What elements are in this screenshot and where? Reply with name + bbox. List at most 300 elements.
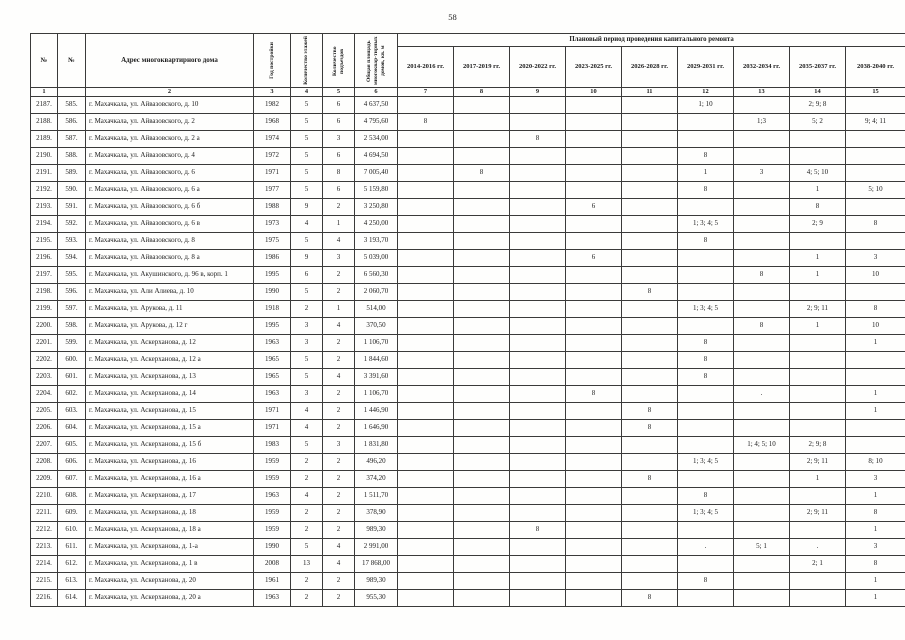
period-cell-2014-2016 [398,250,454,267]
period-cell-2023-2025 [566,182,622,199]
period-cell-2038-2040 [846,352,905,369]
period-cell-2035-2037: 2; 9; 11 [790,505,846,522]
period-cell-2026-2028 [622,539,678,556]
period-cell-2026-2028 [622,97,678,114]
year-built-cell: 1918 [254,301,291,318]
total-area-cell: 4 250,00 [355,216,398,233]
column-header-period-2032-2034: 2032-2034 гг. [734,47,790,88]
column-header-entrances: Количество подъездов [323,34,355,88]
period-cell-2014-2016 [398,233,454,250]
table-row [31,318,905,335]
row-number-cell: 2206. [31,420,58,437]
period-cell-2020-2022 [510,199,566,216]
period-cell-2020-2022 [510,556,566,573]
period-cell-2023-2025 [566,301,622,318]
entry-number-cell: 598. [58,318,86,335]
period-cell-2014-2016 [398,505,454,522]
total-area-cell: 1 106,70 [355,386,398,403]
table-row [31,335,905,352]
entrances-count-cell: 6 [323,182,355,199]
entrances-count-cell: 6 [323,97,355,114]
period-cell-2035-2037 [790,148,846,165]
period-cell-2035-2037: 1 [790,318,846,335]
period-cell-2026-2028 [622,199,678,216]
row-number-cell: 2207. [31,437,58,454]
column-header-period-2017-2019: 2017-2019 гг. [454,47,510,88]
period-cell-2029-2031 [678,556,734,573]
period-cell-2020-2022 [510,182,566,199]
address-cell: г. Махачкала, ул. Айвазовского, д. 6 б [86,199,254,216]
entry-number-cell: 607. [58,471,86,488]
period-cell-2014-2016 [398,97,454,114]
table-row [31,199,905,216]
floors-count-cell: 5 [291,352,323,369]
total-area-cell: 4 637,50 [355,97,398,114]
entry-number-cell: 594. [58,250,86,267]
period-cell-2035-2037: 8 [790,199,846,216]
period-cell-2032-2034 [734,369,790,386]
total-area-cell: 5 039,00 [355,250,398,267]
entrances-count-cell: 2 [323,590,355,607]
address-cell: г. Махачкала, ул. Айвазовского, д. 8 а [86,250,254,267]
period-cell-2023-2025 [566,505,622,522]
period-cell-2017-2019 [454,471,510,488]
column-index: 10 [566,88,622,97]
entrances-count-cell: 3 [323,131,355,148]
column-index: 2 [86,88,254,97]
total-area-cell: 370,50 [355,318,398,335]
period-cell-2023-2025 [566,437,622,454]
entry-number-cell: 609. [58,505,86,522]
period-cell-2035-2037: . [790,539,846,556]
entrances-count-cell: 2 [323,505,355,522]
period-cell-2029-2031 [678,318,734,335]
period-cell-2014-2016 [398,573,454,590]
period-cell-2026-2028 [622,352,678,369]
floors-count-cell: 5 [291,148,323,165]
period-cell-2035-2037 [790,403,846,420]
address-cell: г. Махачкала, ул. Айвазовского, д. 2 а [86,131,254,148]
total-area-cell: 496,20 [355,454,398,471]
entrances-count-cell: 8 [323,165,355,182]
period-cell-2032-2034 [734,97,790,114]
entry-number-cell: 605. [58,437,86,454]
floors-count-cell: 5 [291,369,323,386]
floors-count-cell: 5 [291,165,323,182]
column-header-row-no: № [31,34,58,88]
entrances-count-cell: 2 [323,284,355,301]
table-row [31,420,905,437]
column-header-period-2029-2031: 2029-2031 гг. [678,47,734,88]
period-cell-2038-2040 [846,233,905,250]
row-number-cell: 2205. [31,403,58,420]
floors-count-cell: 13 [291,556,323,573]
period-cell-2038-2040 [846,131,905,148]
floors-count-cell: 4 [291,403,323,420]
period-cell-2017-2019: 8 [454,165,510,182]
total-area-cell: 3 391,60 [355,369,398,386]
total-area-cell: 4 694,50 [355,148,398,165]
entrances-count-cell: 2 [323,488,355,505]
entrances-count-cell: 2 [323,471,355,488]
period-cell-2026-2028 [622,573,678,590]
column-index: 3 [254,88,291,97]
period-cell-2032-2034 [734,233,790,250]
period-cell-2032-2034 [734,573,790,590]
period-cell-2035-2037: 2; 9 [790,216,846,233]
entry-number-cell: 592. [58,216,86,233]
period-cell-2035-2037 [790,233,846,250]
period-cell-2029-2031: 1; 10 [678,97,734,114]
entry-number-cell: 585. [58,97,86,114]
table-row [31,284,905,301]
address-cell: г. Махачкала, ул. Аскерханова, д. 1 в [86,556,254,573]
period-cell-2023-2025 [566,454,622,471]
period-cell-2017-2019 [454,97,510,114]
period-cell-2026-2028 [622,301,678,318]
period-cell-2029-2031 [678,250,734,267]
table-row [31,114,905,131]
entrances-count-cell: 2 [323,199,355,216]
period-cell-2017-2019 [454,216,510,233]
address-cell: г. Махачкала, ул. Аскерханова, д. 15 [86,403,254,420]
entry-number-cell: 600. [58,352,86,369]
period-cell-2029-2031 [678,284,734,301]
period-cell-2026-2028 [622,148,678,165]
period-cell-2029-2031 [678,403,734,420]
period-cell-2032-2034 [734,590,790,607]
entry-number-cell: 587. [58,131,86,148]
period-cell-2032-2034 [734,335,790,352]
period-cell-2032-2034 [734,216,790,233]
period-cell-2014-2016 [398,369,454,386]
address-cell: г. Махачкала, ул. Аскерханова, д. 13 [86,369,254,386]
column-header-year-built: Год постройки [254,34,291,88]
floors-count-cell: 4 [291,488,323,505]
period-cell-2023-2025 [566,97,622,114]
period-cell-2038-2040: 9; 4; 11 [846,114,905,131]
period-cell-2014-2016 [398,182,454,199]
period-cell-2032-2034 [734,148,790,165]
period-cell-2029-2031 [678,522,734,539]
row-number-cell: 2189. [31,131,58,148]
address-cell: г. Махачкала, ул. Айвазовского, д. 6 а [86,182,254,199]
period-cell-2023-2025 [566,335,622,352]
period-cell-2020-2022 [510,301,566,318]
period-cell-2029-2031 [678,471,734,488]
period-cell-2017-2019 [454,284,510,301]
address-cell: г. Махачкала, ул. Али Алиева, д. 10 [86,284,254,301]
period-cell-2035-2037 [790,522,846,539]
period-cell-2020-2022 [510,114,566,131]
period-cell-2038-2040: 8 [846,301,905,318]
floors-count-cell: 2 [291,573,323,590]
entry-number-cell: 595. [58,267,86,284]
row-number-cell: 2209. [31,471,58,488]
column-header-period-2023-2025: 2023-2025 гг. [566,47,622,88]
table-row [31,182,905,199]
period-cell-2038-2040: 3 [846,250,905,267]
column-index [58,88,86,97]
table-row [31,488,905,505]
page-number: 58 [448,12,457,22]
total-area-cell: 4 795,60 [355,114,398,131]
period-cell-2035-2037 [790,488,846,505]
period-cell-2026-2028 [622,233,678,250]
entry-number-cell: 602. [58,386,86,403]
period-cell-2026-2028 [622,182,678,199]
table-row [31,131,905,148]
period-cell-2035-2037 [790,420,846,437]
entry-number-cell: 606. [58,454,86,471]
table-row [31,148,905,165]
year-built-cell: 1959 [254,454,291,471]
entrances-count-cell: 4 [323,556,355,573]
period-cell-2020-2022 [510,165,566,182]
column-index: 11 [622,88,678,97]
address-cell: г. Махачкала, ул. Аскерханова, д. 15 а [86,420,254,437]
row-number-cell: 2188. [31,114,58,131]
period-cell-2032-2034 [734,301,790,318]
period-cell-2023-2025 [566,471,622,488]
capital-repair-schedule-table [30,33,905,607]
period-cell-2014-2016: 8 [398,114,454,131]
period-cell-2020-2022: 8 [510,522,566,539]
period-cell-2029-2031: 1 [678,165,734,182]
row-number-cell: 2191. [31,165,58,182]
floors-count-cell: 5 [291,97,323,114]
address-cell: г. Махачкала, ул. Айвазовского, д. 6 в [86,216,254,233]
table-row [31,97,905,114]
period-cell-2026-2028 [622,556,678,573]
period-cell-2020-2022 [510,148,566,165]
period-cell-2026-2028: 8 [622,403,678,420]
row-number-cell: 2204. [31,386,58,403]
entry-number-cell: 614. [58,590,86,607]
period-cell-2023-2025 [566,318,622,335]
period-cell-2029-2031 [678,590,734,607]
row-number-cell: 2193. [31,199,58,216]
total-area-cell: 1 831,80 [355,437,398,454]
entry-number-cell: 608. [58,488,86,505]
period-cell-2023-2025: 6 [566,199,622,216]
period-cell-2014-2016 [398,318,454,335]
total-area-cell: 2 060,70 [355,284,398,301]
period-cell-2023-2025 [566,165,622,182]
row-number-cell: 2199. [31,301,58,318]
period-cell-2020-2022 [510,97,566,114]
period-cell-2014-2016 [398,131,454,148]
table-row [31,165,905,182]
entrances-count-cell: 2 [323,403,355,420]
period-cell-2017-2019 [454,573,510,590]
year-built-cell: 1968 [254,114,291,131]
period-cell-2035-2037: 2; 9; 11 [790,301,846,318]
column-header-period-2038-2040: 2038-2040 гг. [846,47,905,88]
period-cell-2032-2034 [734,182,790,199]
period-cell-2038-2040 [846,165,905,182]
period-cell-2029-2031: 8 [678,335,734,352]
row-number-cell: 2210. [31,488,58,505]
table-row [31,505,905,522]
period-cell-2023-2025 [566,556,622,573]
period-cell-2038-2040: 1 [846,386,905,403]
period-cell-2020-2022 [510,505,566,522]
year-built-cell: 1963 [254,386,291,403]
row-number-cell: 2190. [31,148,58,165]
table-row [31,590,905,607]
table-row [31,471,905,488]
floors-count-cell: 4 [291,420,323,437]
period-cell-2032-2034: 1;3 [734,114,790,131]
period-cell-2026-2028 [622,267,678,284]
column-index: 1 [31,88,58,97]
period-cell-2038-2040: 8 [846,556,905,573]
period-cell-2029-2031 [678,131,734,148]
period-cell-2017-2019 [454,590,510,607]
floors-count-cell: 5 [291,539,323,556]
period-cell-2026-2028: 8 [622,284,678,301]
period-cell-2014-2016 [398,471,454,488]
year-built-cell: 2008 [254,556,291,573]
address-cell: г. Махачкала, ул. Аскерханова, д. 17 [86,488,254,505]
entrances-count-cell: 6 [323,114,355,131]
period-cell-2032-2034: . [734,386,790,403]
period-cell-2026-2028: 8 [622,590,678,607]
period-cell-2017-2019 [454,437,510,454]
period-cell-2017-2019 [454,182,510,199]
period-cell-2026-2028 [622,165,678,182]
period-cell-2023-2025: 6 [566,250,622,267]
period-cell-2023-2025 [566,131,622,148]
period-cell-2026-2028 [622,488,678,505]
period-cell-2029-2031: 1; 3; 4; 5 [678,505,734,522]
entry-number-cell: 599. [58,335,86,352]
period-cell-2029-2031: 1; 3; 4; 5 [678,216,734,233]
period-cell-2023-2025 [566,488,622,505]
total-area-cell: 3 193,70 [355,233,398,250]
column-index: 12 [678,88,734,97]
period-cell-2035-2037: 2; 9; 11 [790,454,846,471]
year-built-cell: 1990 [254,539,291,556]
total-area-cell: 2 534,00 [355,131,398,148]
period-cell-2032-2034: 3 [734,165,790,182]
period-cell-2023-2025 [566,522,622,539]
total-area-cell: 7 005,40 [355,165,398,182]
entrances-count-cell: 3 [323,437,355,454]
period-cell-2038-2040: 8 [846,505,905,522]
period-cell-2038-2040: 1 [846,335,905,352]
entry-number-cell: 601. [58,369,86,386]
entry-number-cell: 588. [58,148,86,165]
period-cell-2023-2025 [566,573,622,590]
floors-count-cell: 3 [291,318,323,335]
column-header-period-2014-2016: 2014-2016 гг. [398,47,454,88]
floors-count-cell: 2 [291,505,323,522]
period-cell-2017-2019 [454,488,510,505]
period-cell-2029-2031: . [678,539,734,556]
year-built-cell: 1995 [254,318,291,335]
column-index: 7 [398,88,454,97]
period-cell-2017-2019 [454,403,510,420]
period-cell-2026-2028 [622,114,678,131]
period-cell-2035-2037 [790,131,846,148]
period-cell-2023-2025 [566,403,622,420]
row-number-cell: 2202. [31,352,58,369]
entrances-count-cell: 2 [323,335,355,352]
period-cell-2038-2040 [846,369,905,386]
period-cell-2026-2028: 8 [622,471,678,488]
table-row [31,386,905,403]
row-number-cell: 2213. [31,539,58,556]
year-built-cell: 1963 [254,590,291,607]
row-number-cell: 2212. [31,522,58,539]
period-cell-2014-2016 [398,165,454,182]
period-cell-2035-2037 [790,335,846,352]
row-number-cell: 2192. [31,182,58,199]
total-area-cell: 989,30 [355,522,398,539]
year-built-cell: 1988 [254,199,291,216]
total-area-cell: 2 991,00 [355,539,398,556]
period-cell-2032-2034: 8 [734,318,790,335]
period-cell-2035-2037: 2; 9; 8 [790,97,846,114]
table-row [31,352,905,369]
floors-count-cell: 6 [291,267,323,284]
period-cell-2029-2031: 8 [678,369,734,386]
floors-count-cell: 3 [291,335,323,352]
floors-count-cell: 5 [291,284,323,301]
period-cell-2026-2028 [622,369,678,386]
table-row [31,539,905,556]
period-cell-2032-2034 [734,556,790,573]
column-index: 15 [846,88,905,97]
address-cell: г. Махачкала, ул. Аскерханова, д. 18 а [86,522,254,539]
entrances-count-cell: 2 [323,573,355,590]
total-area-cell: 1 106,70 [355,335,398,352]
floors-count-cell: 3 [291,386,323,403]
period-cell-2017-2019 [454,199,510,216]
period-cell-2032-2034: 5; 1 [734,539,790,556]
period-cell-2017-2019 [454,386,510,403]
period-cell-2038-2040 [846,148,905,165]
floors-count-cell: 5 [291,131,323,148]
period-cell-2017-2019 [454,131,510,148]
period-cell-2023-2025 [566,352,622,369]
period-cell-2035-2037: 2; 9; 8 [790,437,846,454]
row-number-cell: 2216. [31,590,58,607]
period-cell-2020-2022 [510,573,566,590]
total-area-cell: 1 646,90 [355,420,398,437]
period-cell-2029-2031 [678,386,734,403]
period-cell-2032-2034 [734,403,790,420]
address-cell: г. Махачкала, ул. Акушинского, д. 96 в, корп. 1 [86,267,254,284]
period-cell-2035-2037 [790,573,846,590]
period-cell-2014-2016 [398,556,454,573]
period-cell-2035-2037: 5; 2 [790,114,846,131]
period-cell-2035-2037: 1 [790,267,846,284]
year-built-cell: 1974 [254,131,291,148]
entrances-count-cell: 1 [323,216,355,233]
period-cell-2020-2022 [510,318,566,335]
total-area-cell: 5 159,80 [355,182,398,199]
table-row [31,454,905,471]
entry-number-cell: 589. [58,165,86,182]
total-area-cell: 378,90 [355,505,398,522]
address-cell: г. Махачкала, ул. Айвазовского, д. 4 [86,148,254,165]
period-cell-2020-2022 [510,369,566,386]
floors-count-cell: 2 [291,454,323,471]
period-cell-2017-2019 [454,335,510,352]
